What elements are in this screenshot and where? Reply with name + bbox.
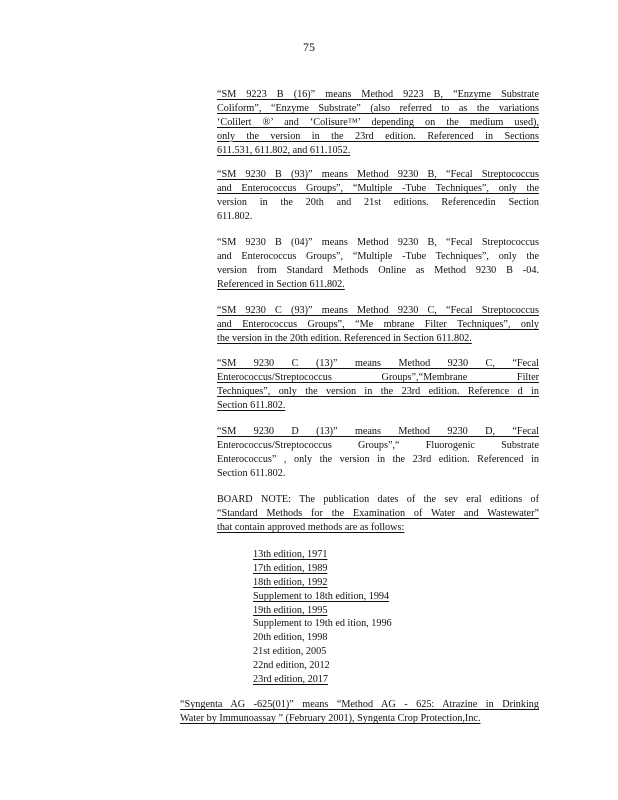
paragraph-line: “Syngenta AG -625(01)” means “Method AG - 625: Atrazine in Drinking: [180, 699, 539, 710]
paragraph-line: ‘Colilert ®’ and ‘Colisure™’ depending on the medium used),: [217, 116, 539, 128]
definition-syngenta-ag-625: [180, 698, 539, 726]
editions-list: [253, 548, 392, 687]
paragraph-line: “SM 9223 B (16)” means Method 9223 B, “Enzyme Substrate: [217, 89, 539, 100]
paragraph-line: Enterococcus/Streptococcus Groups”,“Membrane Filter: [217, 371, 539, 383]
paragraph-line: Techniques”, only the version in the 23rd edition. Reference d in: [217, 385, 539, 397]
edition-item: 19th edition, 1995: [253, 604, 328, 616]
definition-sm-9230-c-93: [217, 304, 539, 346]
paragraph-line: Section 611.802.: [217, 399, 286, 411]
paragraph-line: “Standard Methods for the Examination of Water and Wastewater”: [217, 507, 539, 519]
edition-item: 17th edition, 1989: [253, 562, 328, 574]
edition-item: 22nd edition, 2012: [253, 660, 330, 672]
board-note: [217, 493, 539, 535]
paragraph-line: only the version in the 23rd edition. Referenced in Sections: [217, 130, 539, 142]
definition-sm-9230-c-13: [217, 357, 539, 413]
paragraph-line: version in the 20th and 21st editions. Referencedin Section: [217, 196, 539, 208]
paragraph-line: the version in the 20th edition. Referenced in Section 611.802.: [217, 332, 472, 344]
paragraph-line: version from Standard Methods Online as Method 9230 B -04.: [217, 264, 539, 276]
paragraph-line: Water by Immunoassay ” (February 2001), Syngenta Crop Protection,Inc.: [180, 712, 481, 724]
paragraph-line: Referenced in Section 611.802.: [217, 278, 345, 290]
edition-item: 18th edition, 1992: [253, 576, 328, 588]
paragraph-line: and Enterococcus Groups”, “Multiple -Tube Techniques”, only the: [217, 250, 539, 262]
edition-item: Supplement to 19th ed ition, 1996: [253, 618, 392, 630]
paragraph-line: and Enterococcus Groups”, “Me mbrane Filter Techniques”, only: [217, 318, 539, 330]
edition-item: 23rd edition, 2017: [253, 674, 328, 686]
definition-sm-9230-b-04: [217, 236, 539, 292]
edition-item: 13th edition, 1971: [253, 549, 328, 560]
edition-item: 21st edition, 2005: [253, 646, 327, 658]
paragraph-line: “SM 9230 C (93)” means Method 9230 C, “Fecal Streptococcus: [217, 305, 539, 316]
paragraph-line: 611.531, 611.802, and 611.1052.: [217, 144, 351, 156]
definition-sm-9223-b-16: [217, 88, 539, 157]
paragraph-line: “SM 9230 B (04)” means Method 9230 B, “Fecal Streptococcus: [217, 237, 539, 248]
edition-item: 20th edition, 1998: [253, 632, 328, 644]
paragraph-line: “SM 9230 D (13)” means Method 9230 D, “Fecal: [217, 426, 539, 437]
paragraph-line: Enterococcus” , only the version in the 23rd edition. Referenced in: [217, 453, 539, 465]
paragraph-line: Coliform”, “Enzyme Substrate” (also referred to as the variations: [217, 102, 539, 114]
paragraph-line: 611.802.: [217, 210, 253, 222]
paragraph-line: that contain approved methods are as follows:: [217, 521, 405, 533]
edition-item: Supplement to 18th edition, 1994: [253, 590, 390, 602]
paragraph-line: Section 611.802.: [217, 467, 286, 479]
paragraph-line: Enterococcus/Streptococcus Groups”,“ Fluorogenic Substrate: [217, 439, 539, 451]
definition-sm-9230-d-13: [217, 425, 539, 481]
page-number: 75: [303, 40, 315, 54]
paragraph-line: “SM 9230 B (93)” means Method 9230 B, “Fecal Streptococcus: [217, 169, 539, 180]
paragraph-line: “SM 9230 C (13)” means Method 9230 C, “Fecal: [217, 358, 539, 369]
paragraph-line: and Enterococcus Groups”, “Multiple -Tube Techniques”, only the: [217, 182, 539, 194]
paragraph-line: BOARD NOTE: The publication dates of the sev eral editions of: [217, 494, 539, 505]
definition-sm-9230-b-93: [217, 168, 539, 224]
